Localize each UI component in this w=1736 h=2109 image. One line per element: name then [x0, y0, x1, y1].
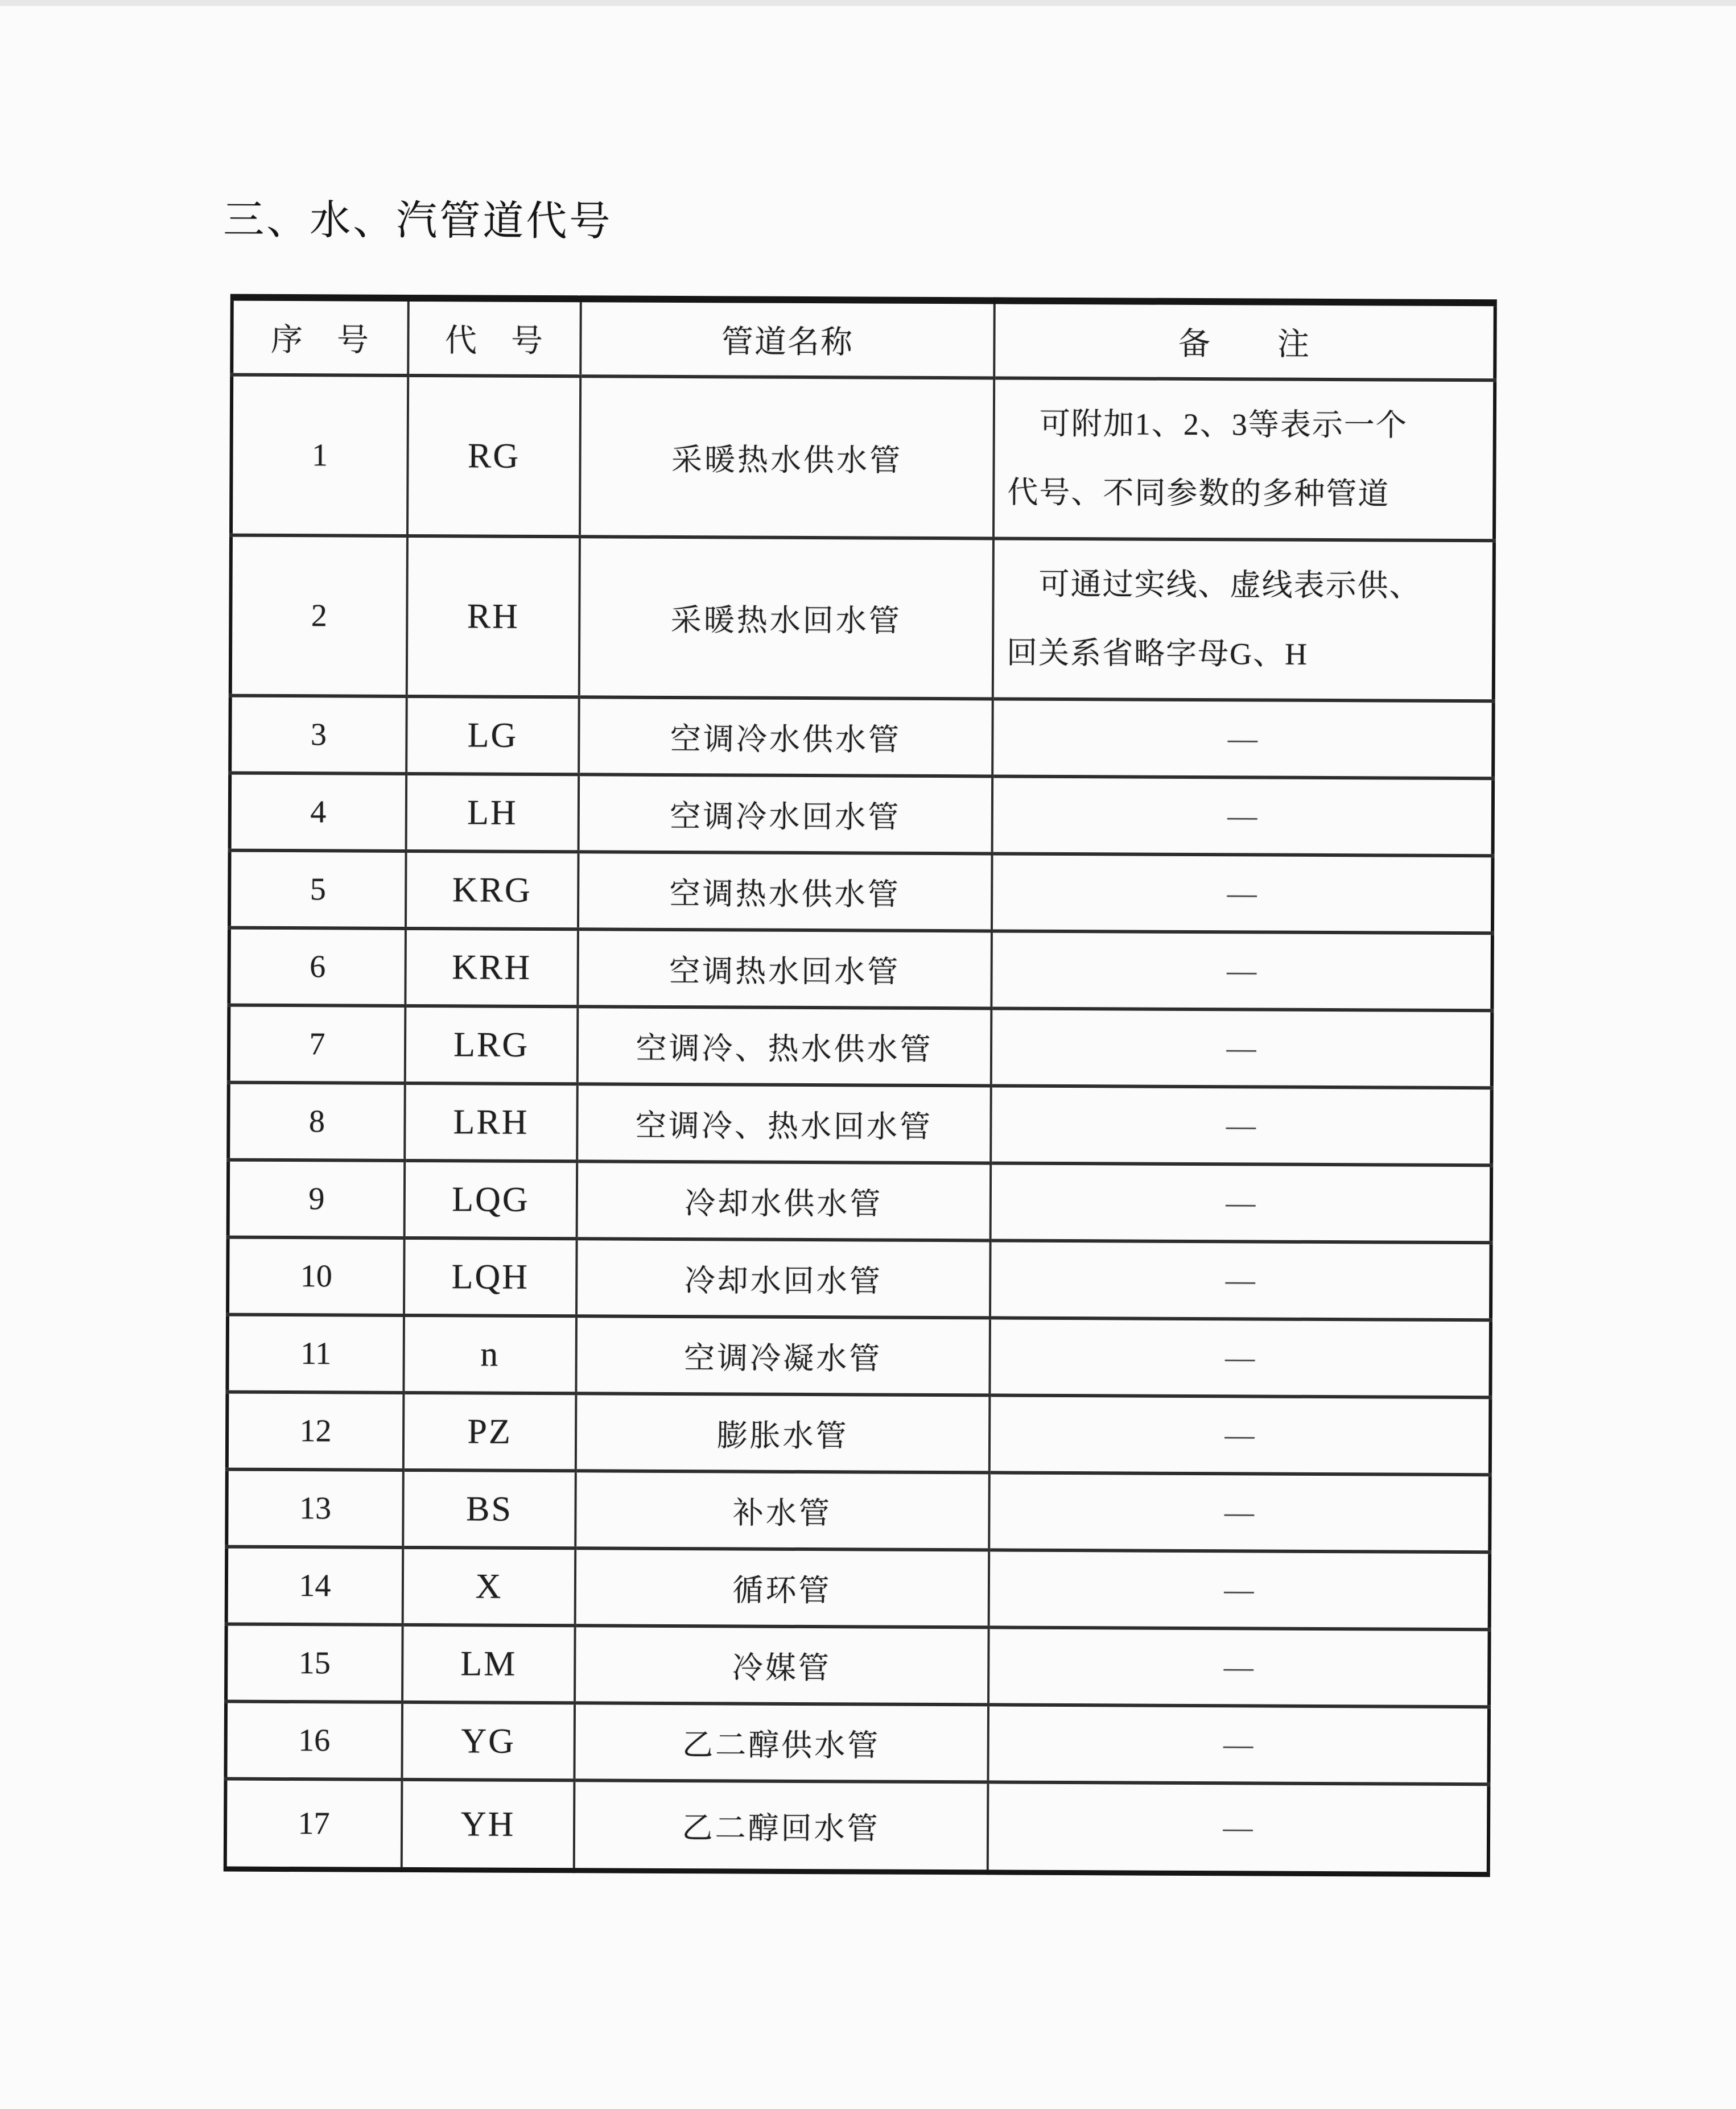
cell-seq: 16 [225, 1702, 402, 1780]
cell-seq: 6 [229, 928, 406, 1006]
cell-name: 乙二醇回水管 [574, 1780, 988, 1872]
cell-remark: — [989, 1472, 1490, 1552]
cell-remark: — [991, 1008, 1492, 1088]
header-row [232, 298, 1495, 381]
table-row [225, 1702, 1489, 1785]
header-seq: 序 号 [232, 298, 409, 375]
cell-code: KRG [406, 851, 579, 929]
cell-seq: 5 [229, 851, 406, 928]
cell-code: RG [407, 375, 580, 536]
cell-remark: — [992, 699, 1494, 778]
header-name: 管道名称 [580, 299, 995, 378]
cell-name: 采暖热水供水管 [580, 376, 994, 538]
cell-code: YG [402, 1702, 575, 1780]
cell-remark: — [988, 1782, 1489, 1874]
cell-seq: 9 [228, 1160, 405, 1238]
table-row [231, 375, 1495, 541]
cell-name: 冷媒管 [575, 1625, 989, 1704]
cell-code: LRH [405, 1083, 578, 1161]
cell-remark: — [991, 1163, 1492, 1243]
cell-code: n [403, 1315, 576, 1393]
cell-seq: 17 [225, 1779, 402, 1869]
cell-remark: — [989, 1318, 1491, 1397]
section-title: 三、水、汽管道代号 [223, 197, 613, 245]
table-row [230, 535, 1494, 701]
cell-code: X [403, 1547, 576, 1625]
cell-name: 空调冷水回水管 [579, 774, 993, 853]
cell-remark: — [991, 1086, 1492, 1165]
cell-code: YH [402, 1780, 575, 1870]
cell-seq: 11 [227, 1315, 404, 1393]
cell-code: LQG [405, 1161, 578, 1239]
cell-code: LRG [405, 1006, 578, 1084]
cell-code: BS [403, 1470, 576, 1548]
table-row [230, 773, 1494, 856]
table-row [226, 1547, 1490, 1630]
pipeline-code-table [224, 294, 1497, 1877]
table-body [225, 375, 1495, 1875]
table-row [226, 1470, 1490, 1553]
cell-name: 乙二醇供水管 [574, 1703, 988, 1782]
cell-seq: 8 [228, 1083, 405, 1161]
cell-name: 空调热水供水管 [578, 852, 992, 931]
cell-remark: — [991, 931, 1492, 1010]
cell-seq: 4 [230, 773, 407, 851]
cell-name: 补水管 [575, 1471, 989, 1550]
table-row [227, 1392, 1491, 1475]
cell-seq: 12 [227, 1392, 404, 1470]
cell-seq: 13 [226, 1470, 403, 1547]
table-row [228, 1083, 1492, 1166]
cell-seq: 1 [231, 375, 408, 536]
cell-remark: — [990, 1240, 1491, 1320]
header-code: 代 号 [408, 298, 581, 376]
cell-seq: 14 [226, 1547, 403, 1625]
cell-seq: 3 [230, 696, 407, 774]
cell-remark: — [989, 1395, 1491, 1475]
cell-remark: — [992, 853, 1493, 933]
table-row [227, 1315, 1491, 1398]
cell-remark: — [992, 776, 1494, 856]
cell-remark: — [988, 1704, 1489, 1784]
cell-name: 空调冷、热水供水管 [578, 1006, 992, 1086]
cell-name: 循环管 [575, 1548, 989, 1627]
cell-name: 空调热水回水管 [578, 929, 992, 1008]
table-header [232, 298, 1495, 381]
table-row [229, 1005, 1492, 1088]
cell-code: PZ [403, 1393, 576, 1471]
cell-name: 冷却水回水管 [576, 1239, 991, 1318]
cell-code: RH [407, 536, 580, 697]
table-row [229, 928, 1492, 1011]
cell-remark: — [988, 1627, 1490, 1707]
header-remark: 备 注 [994, 300, 1495, 380]
cell-code: KRH [405, 928, 578, 1006]
cell-seq: 2 [230, 535, 407, 696]
table-row [229, 851, 1493, 934]
cell-seq: 15 [226, 1624, 403, 1702]
cell-code: LQH [404, 1238, 577, 1316]
cell-name: 空调冷、热水回水管 [577, 1084, 991, 1163]
cell-name: 膨胀水管 [576, 1393, 990, 1472]
cell-code: LH [406, 774, 579, 852]
cell-seq: 7 [229, 1005, 406, 1083]
cell-name: 空调冷凝水管 [576, 1316, 990, 1395]
table-row [225, 1779, 1489, 1875]
cell-remark: 可通过实线、虚线表示供、 回关系省略字母G、H [993, 538, 1494, 701]
table-row [230, 696, 1494, 779]
cell-name: 冷却水供水管 [577, 1161, 991, 1240]
cell-remark: — [989, 1550, 1490, 1629]
cell-seq: 10 [228, 1237, 405, 1315]
cell-remark: 可附加1、2、3等表示一个 代号、不同参数的多种管道 [993, 378, 1495, 540]
cell-code: LG [406, 696, 579, 774]
cell-code: LM [402, 1625, 575, 1703]
cell-name: 空调冷水供水管 [579, 697, 993, 776]
cell-name: 采暖热水回水管 [579, 536, 993, 699]
table-row [228, 1237, 1491, 1320]
table-row [228, 1160, 1492, 1243]
table-row [226, 1624, 1490, 1707]
